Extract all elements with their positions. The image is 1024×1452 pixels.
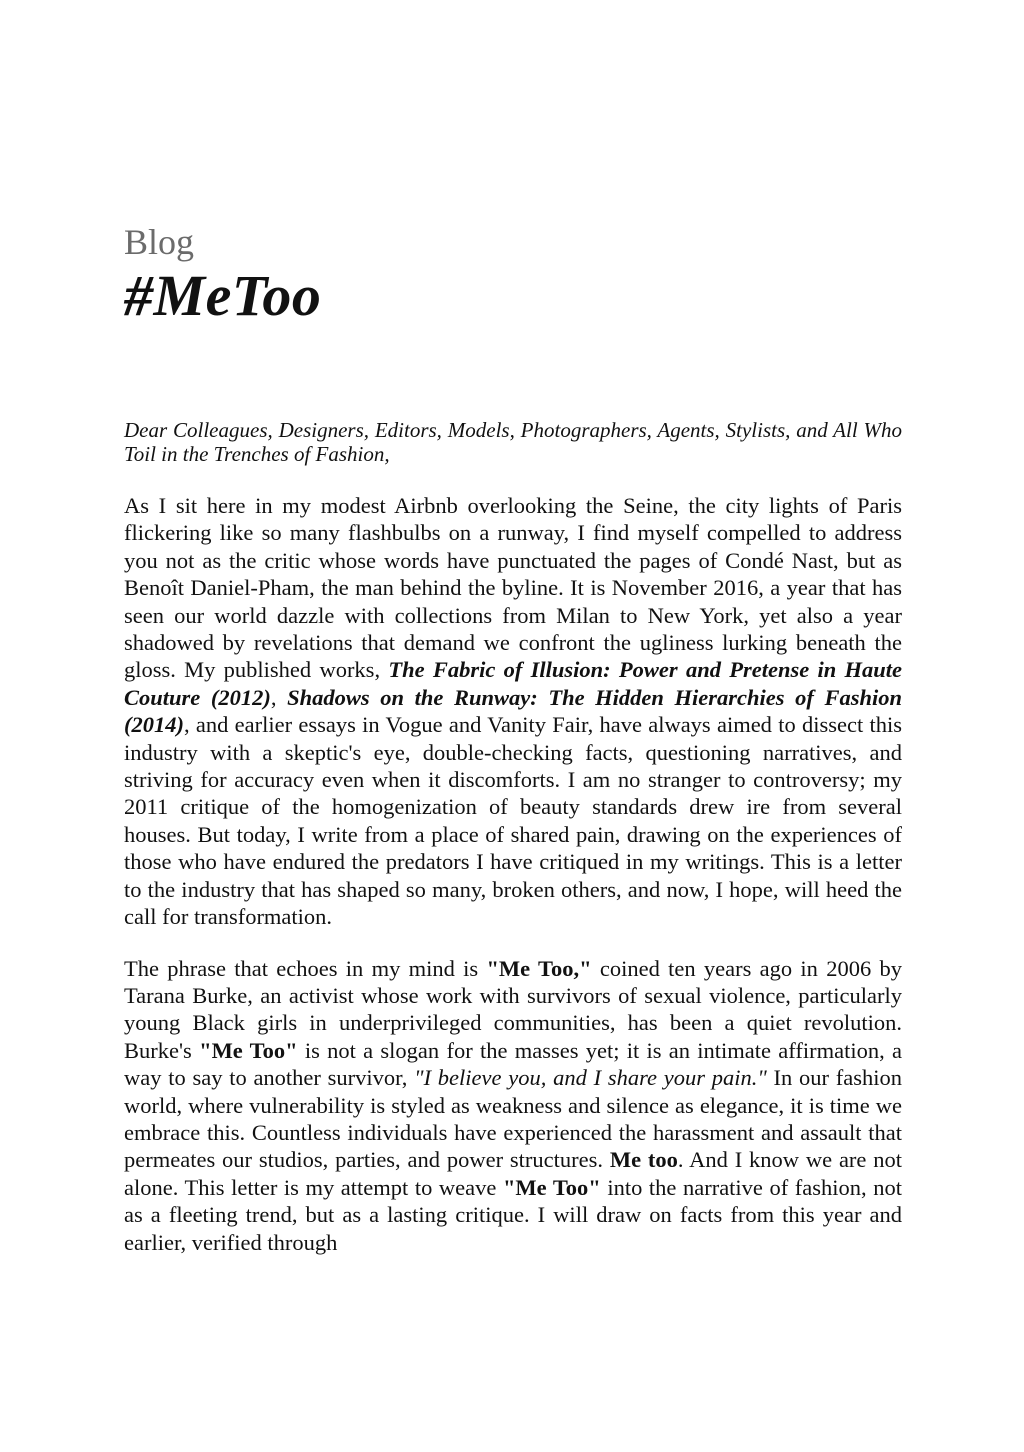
- section-kicker: Blog: [124, 222, 195, 262]
- italic-quote: "I believe you, and I share your pain.": [414, 1065, 767, 1091]
- page-title: #MeToo: [124, 263, 322, 328]
- paragraph-text: is not a slogan for the masses yet; it is an intimate affirmation, a way to say to another survivor,: [124, 1037, 902, 1091]
- paragraph-text: In our fashion world, where vulnerability is styled as weakness and silence as elegance, it is time we embrace this. Countless individuals have experienced the harassment and assault that permeates our studios, parties, and power structures.: [124, 1065, 902, 1173]
- blog-page: [124, 222, 902, 1256]
- letter-paragraph-2: [124, 955, 902, 1256]
- book-title: Shadows on the Runway: The Hidden Hierarchies of Fashion (2014): [124, 684, 903, 738]
- letter-paragraph-1: [124, 492, 902, 931]
- paragraph-text: into the narrative of fashion, not as a fleeting trend, but as a lasting critique. I will draw on facts from this year and earlier, verified through: [124, 1174, 902, 1255]
- emphasis-phrase: Me too: [609, 1147, 678, 1173]
- emphasis-phrase: "Me Too": [199, 1037, 298, 1063]
- paragraph-text: . And I know we are not alone. This letter is my attempt to weave: [124, 1147, 902, 1200]
- letter-salutation: Dear Colleagues, Designers, Editors, Models, Photographers, Agents, Stylists, and All Who Toil in the Trenches of Fashion,: [124, 418, 902, 466]
- book-title: The Fabric of Illusion: Power and Pretense in Haute Couture (2012): [124, 657, 903, 710]
- emphasis-phrase: "Me Too": [502, 1174, 601, 1200]
- paragraph-text: coined ten years ago in 2006 by Tarana Burke, an activist whose work with survivors of sexual violence, particularly young Black girls in underprivileged communities, has been a quiet revolution. Burke's: [124, 955, 902, 1063]
- paragraph-text: As I sit here in my modest Airbnb overlooking the Seine, the city lights of Paris flickering like so many flashbulbs on a runway, I find myself compelled to address you not as the critic whose words have punctuated the pages of Condé Nast, but as Benoît Daniel-Pham, the man behind the byline. It is November 2016, a year that has seen our world dazzle with collections from Milan to New York, yet also a year shadowed by revelations that demand we confront the ugliness lurking beneath the gloss. My published works,: [124, 493, 902, 683]
- paragraph-text: ,: [270, 684, 288, 710]
- emphasis-phrase: "Me Too,": [486, 955, 592, 981]
- paragraph-text: The phrase that echoes in my mind is: [124, 955, 487, 981]
- paragraph-text: , and earlier essays in Vogue and Vanity Fair, have always aimed to dissect this industry with a skeptic's eye, double-checking facts, questioning narratives, and striving for accuracy even when it discomforts. I am no stranger to controversy; my 2011 critique of the homogenization of beauty standards drew ire from several houses. But today, I write from a place of shared pain, drawing on the experiences of those who have endured the predators I have critiqued in my writings. This is a letter to the industry that has shaped so many, broken others, and now, I hope, will heed the call for transformation.: [124, 712, 902, 930]
